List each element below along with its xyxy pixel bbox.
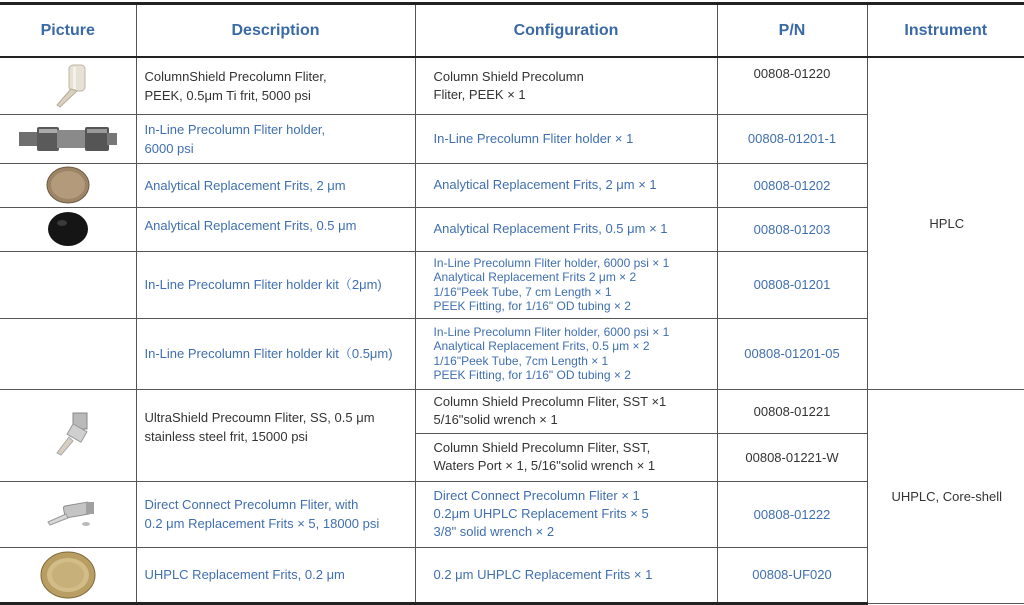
description-cell: In-Line Precolumn Fliter holder kit（2μm): [136, 251, 415, 318]
description-line: 6000 psi: [144, 140, 194, 156]
picture-cell: [0, 318, 136, 389]
configuration-line: Analytical Replacement Frits, 2 μm × 1: [433, 177, 657, 192]
picture-cell: [0, 114, 136, 163]
pn-cell: 00808-01221: [717, 389, 867, 433]
steel-cartridge-icon: [33, 407, 103, 463]
header-pn: P/N: [717, 4, 867, 58]
configuration-cell: [415, 163, 717, 207]
configuration-line: Fliter, PEEK × 1: [433, 86, 526, 102]
picture-cell: [0, 389, 136, 481]
description-cell: Analytical Replacement Frits, 2 μm: [136, 163, 415, 207]
direct-connect-icon: [28, 494, 108, 534]
picture-cell: [0, 57, 136, 114]
description-cell: [136, 389, 415, 481]
configuration-cell: [415, 389, 717, 433]
description-line: In-Line Precolumn Fliter holder,: [144, 121, 326, 137]
description-line: ColumnShield Precolumn Fliter,: [144, 68, 327, 84]
description-line: UltraShield Precoumn Fliter, SS, 0.5 μm: [144, 409, 375, 425]
configuration-line: In-Line Precolumn Fliter holder × 1: [433, 130, 634, 146]
header-instrument: Instrument: [867, 4, 1024, 58]
instrument-cell: UHPLC, Core-shell: [867, 389, 1024, 603]
pn-cell: 00808-UF020: [717, 547, 867, 603]
configuration-line: 0.2 μm UHPLC Replacement Frits × 1: [433, 566, 653, 582]
configuration-line: Waters Port × 1, 5/16"solid wrench × 1: [433, 458, 656, 473]
configuration-cell: [415, 251, 717, 318]
configuration-cell: [415, 114, 717, 163]
configuration-cell: [415, 318, 717, 389]
description-line: 0.2 μm Replacement Frits × 5, 18000 psi: [144, 516, 380, 531]
configuration-line: Direct Connect Precolumn Fliter × 1: [433, 488, 640, 503]
header-picture: Picture: [0, 4, 136, 58]
description-line: Direct Connect Precolumn Fliter, with: [144, 497, 359, 512]
configuration-line: PEEK Fitting, for 1/16" OD tubing × 2: [433, 299, 631, 313]
white-cartridge-icon: [33, 61, 103, 111]
configuration-cell: [415, 433, 717, 481]
configuration-line: 3/8" solid wrench × 2: [433, 524, 555, 539]
picture-cell: [0, 163, 136, 207]
pn-cell: 00808-01201-05: [717, 318, 867, 389]
table-row: [0, 389, 1024, 433]
configuration-line: Column Shield Precolumn Fliter, SST ×1: [433, 394, 667, 409]
header-row: [0, 4, 1024, 58]
pn-cell: 00808-01203: [717, 207, 867, 251]
description-cell: [136, 114, 415, 163]
description-cell: In-Line Precolumn Fliter holder kit（0.5μm): [136, 318, 415, 389]
description-cell: [136, 57, 415, 114]
header-description: Description: [136, 4, 415, 58]
gold-frit-icon: [38, 549, 98, 601]
configuration-line: PEEK Fitting, for 1/16" OD tubing × 2: [433, 368, 631, 382]
configuration-cell: [415, 207, 717, 251]
description-cell: UHPLC Replacement Frits, 0.2 μm: [136, 547, 415, 603]
description-line: PEEK, 0.5μm Ti frit, 5000 psi: [144, 87, 311, 103]
configuration-line: Analytical Replacement Frits 2 μm × 2: [433, 270, 637, 284]
picture-cell: [0, 251, 136, 318]
configuration-line: Column Shield Precolumn: [433, 68, 584, 84]
configuration-line: 1/16"Peek Tube, 7cm Length × 1: [433, 353, 609, 368]
picture-cell: [0, 547, 136, 603]
description-cell: [136, 481, 415, 547]
description-cell: Analytical Replacement Frits, 0.5 μm: [136, 207, 415, 251]
black-frit-icon: [45, 209, 91, 249]
product-table: [0, 2, 1024, 605]
configuration-line: Analytical Replacement Frits, 0.5 μm × 1: [433, 221, 668, 236]
bronze-frit-icon: [45, 165, 91, 205]
instrument-cell: HPLC: [867, 57, 1024, 389]
configuration-line: 0.2μm UHPLC Replacement Frits × 5: [433, 506, 649, 521]
configuration-line: In-Line Precolumn Fliter holder, 6000 psi × 1: [433, 324, 670, 339]
steel-holder-icon: [13, 121, 123, 157]
configuration-line: Column Shield Precolumn Fliter, SST,: [433, 440, 651, 455]
header-configuration: Configuration: [415, 4, 717, 58]
configuration-cell: [415, 481, 717, 547]
pn-cell: 00808-01202: [717, 163, 867, 207]
description-line: stainless steel frit, 15000 psi: [144, 428, 308, 444]
pn-cell: 00808-01222: [717, 481, 867, 547]
pn-cell: 00808-01201: [717, 251, 867, 318]
configuration-cell: [415, 547, 717, 603]
configuration-cell: [415, 57, 717, 114]
configuration-line: 5/16"solid wrench × 1: [433, 412, 558, 427]
table-row: [0, 57, 1024, 114]
configuration-line: Analytical Replacement Frits, 0.5 μm × 2: [433, 339, 650, 353]
pn-cell: 00808-01220: [717, 57, 867, 114]
picture-cell: [0, 207, 136, 251]
configuration-line: 1/16"Peek Tube, 7 cm Length × 1: [433, 284, 612, 299]
picture-cell: [0, 481, 136, 547]
pn-cell: 00808-01221-W: [717, 433, 867, 481]
configuration-line: In-Line Precolumn Fliter holder, 6000 psi × 1: [433, 255, 670, 270]
pn-cell: 00808-01201-1: [717, 114, 867, 163]
